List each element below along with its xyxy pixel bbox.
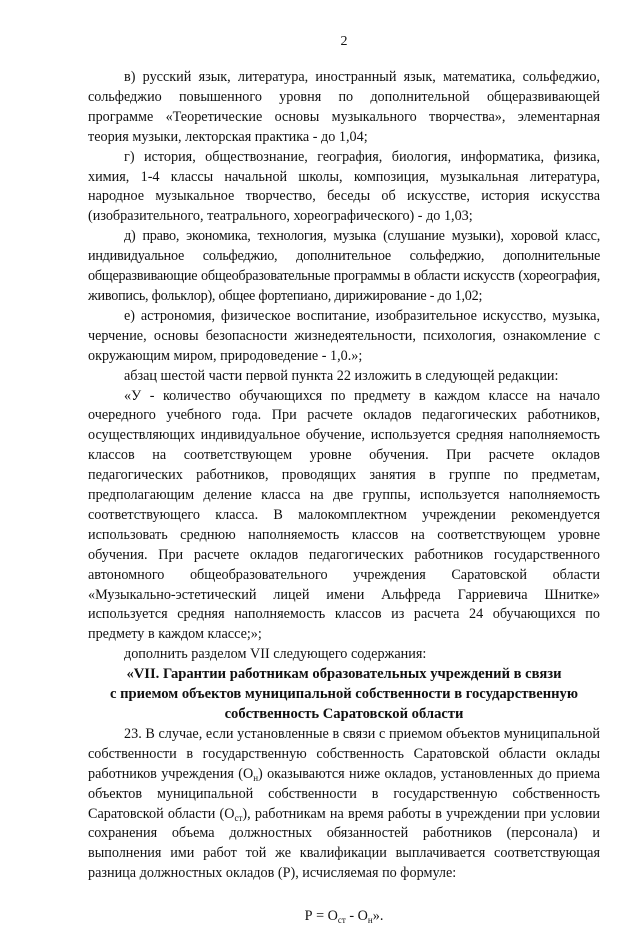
section-heading-line-2: с приемом объектов муниципальной собственности в государственную <box>109 686 579 703</box>
page-number: 2 <box>340 34 348 49</box>
paragraph-item-e: е) астрономия, физическое воспитание, изобразительное искусство, музыка, черчение, основы безопасности жизнедеятельности, психология, ознакомление с окружающим миром, природоведение - 1,0.»; <box>88 307 600 364</box>
section-heading <box>88 665 600 725</box>
subscript-n: н <box>253 772 259 783</box>
formula-minus: - О <box>345 908 368 925</box>
paragraph-item-d: д) право, экономика, технология, музыка (слушание музыки), хоровой класс, индивидуальное сольфеджио, дополнительное сольфеджио, дополнительные общеразвивающие общеобразовательные программы в области искусств (хореография, живопись, фольклор), общее фортепиано, дирижирование - до 1,02; <box>88 228 600 304</box>
formula <box>88 908 600 925</box>
paragraph-quote: «У - количество обучающихся по предмету в каждом классе на начало очередного учебного года. При расчете окладов педагогических работников, осуществляющих индивидуальное обучение, используется средняя наполняемость классов на соответствующем уровне обучения. При расчете окладов педагогических работников, проводящих занятия в группе по предметам, предполагающим деление класса на две группы, используется наполняемость соответствующего класса. В малокомплектном учреждении рекомендуется использовать среднюю наполняемость классов на соответствующем уровне обучения. При расчете окладов педагогических работников государственного автономного общеобразовательного учреждения Саратовской области «Музыкально-эстетический лицей имени Альфреда Гарриевича Шнитке» используется средняя наполняемость классов из расчета 24 обучающихся по предмету в каждом классе;»; <box>88 387 600 643</box>
formula-lhs: Р = О <box>304 908 338 925</box>
subscript-st: ст <box>234 812 243 823</box>
paragraph-23 <box>88 725 600 884</box>
formula-subscript-st: ст <box>337 915 346 925</box>
section-heading-line-1: «VII. Гарантии работникам образовательных учреждений в связи <box>126 666 562 683</box>
paragraph-23-part-3: ), работникам на время работы в учреждении при условии сохранения объема должностных обязанностей работников (персонала) и выполнения ими работ той же квалификации выплачивается соответствующая разница должностных окладов (Р), исчисляемая по формуле: <box>88 805 601 882</box>
paragraph-dopolnit: дополнить разделом VII следующего содержания: <box>124 646 427 663</box>
paragraph-23-part-1: 23. В случае, если установленные в связи с приемом объектов муниципальной собственности в государственную собственность Саратовской области оклады работников учреждения (О <box>88 725 600 782</box>
paragraph-item-b: в) русский язык, литература, иностранный язык, математика, сольфеджио, сольфеджио повышенного уровня по дополнительной общеразвивающей программе «Теоретические основы музыкального творчества», элементарная теория музыки, лекторская практика - до 1,04; <box>88 69 600 145</box>
paragraph-abzac: абзац шестой части первой пункта 22 изложить в следующей редакции: <box>124 367 559 384</box>
paragraph-23-part-2: ) оказываются ниже окладов, установленных до приема объектов муниципальной собственности в государственную собственность Саратовской области (О <box>88 765 600 822</box>
section-heading-line-3: собственность Саратовской области <box>224 706 464 722</box>
formula-end: ». <box>372 908 384 925</box>
paragraph-item-g: г) история, обществознание, география, биология, информатика, физика, химия, 1-4 классы начальной школы, композиция, музыкальная литература, народное музыкальное творчество, беседы об искусстве, история искусства (изобразительного, театрального, хореографического) - до 1,03; <box>88 148 600 225</box>
formula-subscript-n: н <box>367 915 373 925</box>
